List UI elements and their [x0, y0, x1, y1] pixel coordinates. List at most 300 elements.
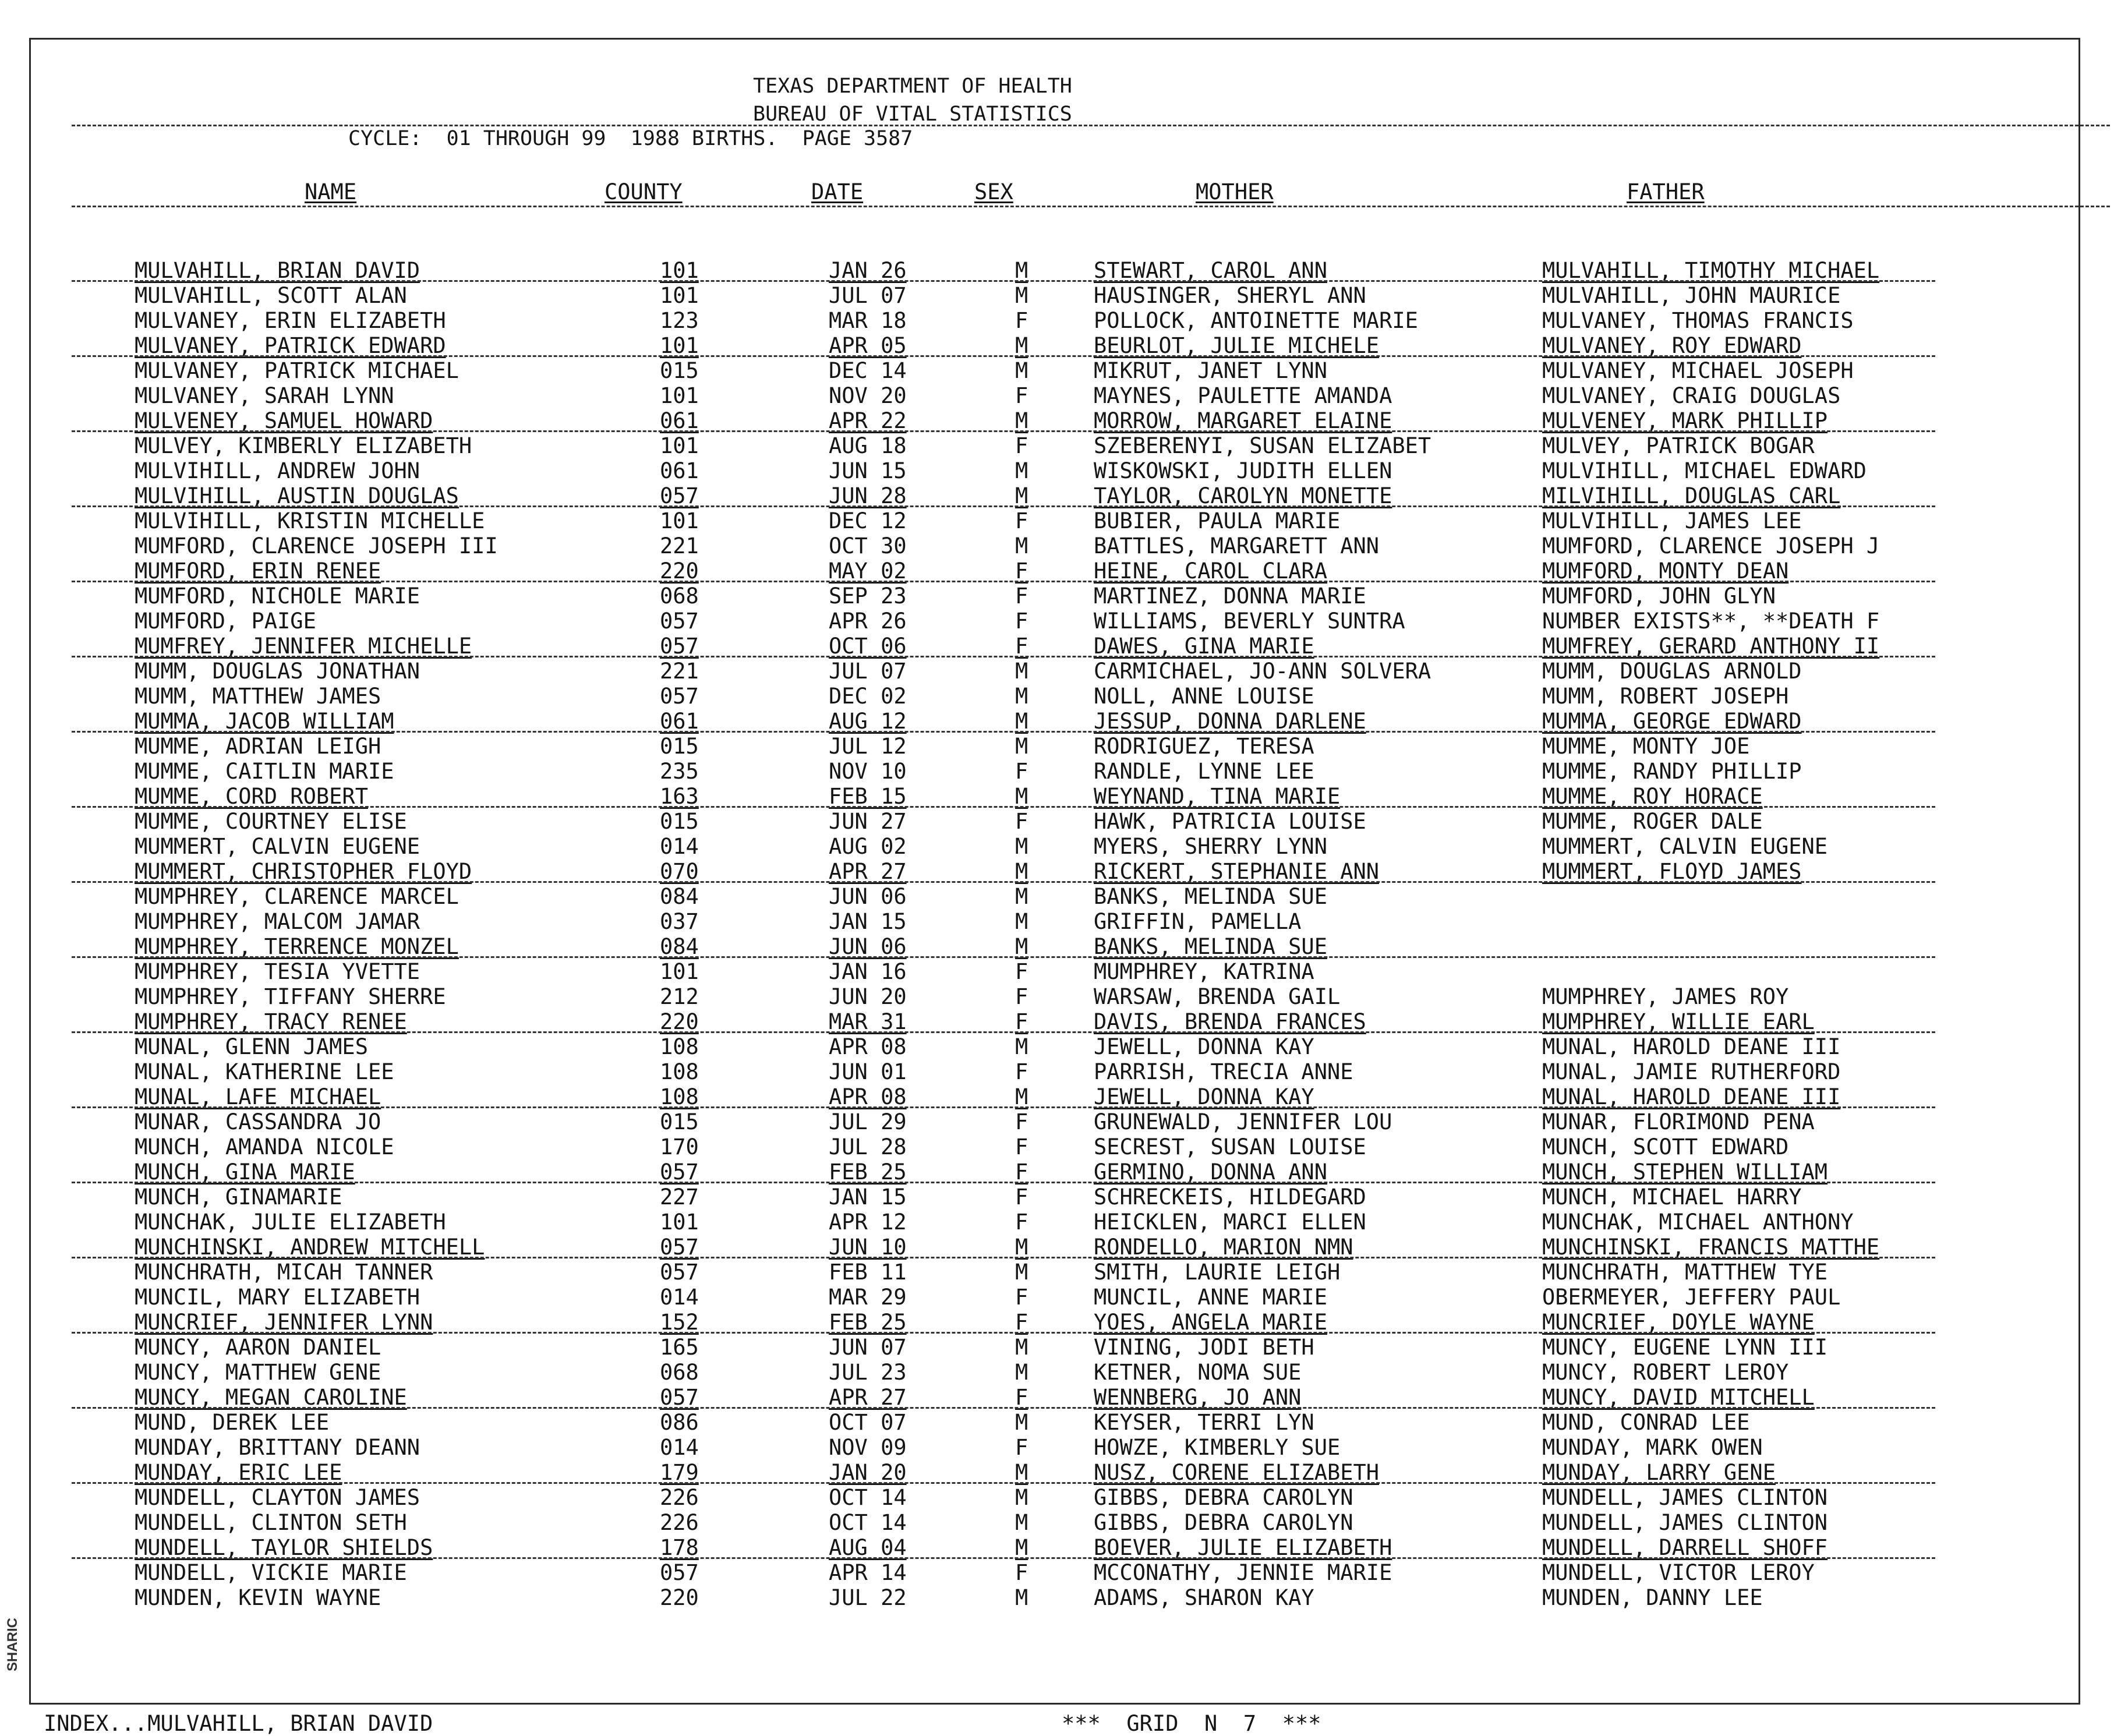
cell-name: MUNDELL, CLAYTON JAMES — [135, 1485, 420, 1510]
cell-father: MUNCH, MICHAEL HARRY — [1542, 1185, 1802, 1210]
cell-father: MUNDAY, LARRY GENE — [1542, 1460, 1776, 1485]
cell-date: MAR 29 — [829, 1285, 907, 1310]
cell-father: MUMME, RANDY PHILLIP — [1542, 759, 1802, 784]
column-sex: SEX — [974, 179, 1013, 204]
cell-county: 057 — [660, 634, 699, 659]
cell-sex: M — [1015, 1460, 1028, 1485]
cell-sex: F — [1015, 609, 1028, 634]
cell-mother: RICKERT, STEPHANIE ANN — [1094, 859, 1380, 884]
cell-date: JAN 16 — [829, 959, 907, 984]
cell-name: MULVANEY, PATRICK EDWARD — [135, 333, 446, 358]
cell-name: MUND, DEREK LEE — [135, 1410, 330, 1435]
cell-mother: MORROW, MARGARET ELAINE — [1094, 408, 1392, 433]
cell-name: MUMME, ADRIAN LEIGH — [135, 734, 381, 759]
table-row — [31, 1535, 2078, 1560]
cell-date: APR 26 — [829, 609, 907, 634]
cell-mother: BANKS, MELINDA SUE — [1094, 884, 1327, 909]
cell-father: MUNAL, JAMIE RUTHERFORD — [1542, 1059, 1841, 1084]
cell-sex: M — [1015, 1585, 1028, 1610]
cell-county: 057 — [660, 1560, 699, 1585]
cell-date: DEC 14 — [829, 358, 907, 383]
cell-father: MUNCRIEF, DOYLE WAYNE — [1542, 1310, 1815, 1335]
header-divider — [72, 125, 2110, 126]
cell-mother: MARTINEZ, DONNA MARIE — [1094, 584, 1366, 609]
table-row — [31, 1159, 2078, 1185]
cell-mother: HEINE, CAROL CLARA — [1094, 558, 1327, 584]
cell-county: 014 — [660, 1285, 699, 1310]
cell-date: NOV 09 — [829, 1435, 907, 1460]
table-row — [31, 1410, 2078, 1435]
cell-county: 057 — [660, 609, 699, 634]
cell-name: MUNCH, GINAMARIE — [135, 1185, 342, 1210]
table-row — [31, 433, 2078, 458]
cell-name: MULVAHILL, BRIAN DAVID — [135, 258, 420, 283]
cell-county: 152 — [660, 1310, 699, 1335]
cell-county: 015 — [660, 358, 699, 383]
cell-father: MULVENEY, MARK PHILLIP — [1542, 408, 1828, 433]
cell-name: MULVANEY, ERIN ELIZABETH — [135, 308, 446, 333]
column-divider — [72, 206, 2110, 207]
cell-date: JUN 07 — [829, 1335, 907, 1360]
cell-date: APR 27 — [829, 859, 907, 884]
cell-name: MUMPHREY, TIFFANY SHERRE — [135, 984, 446, 1009]
cell-mother: WISKOWSKI, JUDITH ELLEN — [1094, 458, 1392, 483]
cell-father: MUNDEN, DANNY LEE — [1542, 1585, 1763, 1610]
table-row — [31, 1560, 2078, 1585]
cell-father: MUNDELL, DARRELL SHOFF — [1542, 1535, 1828, 1560]
cell-mother: RODRIGUEZ, TERESA — [1094, 734, 1314, 759]
cell-mother: MAYNES, PAULETTE AMANDA — [1094, 383, 1392, 408]
cell-sex: M — [1015, 784, 1028, 809]
cell-date: AUG 02 — [829, 834, 907, 859]
table-row — [31, 1485, 2078, 1510]
cell-county: 057 — [660, 1235, 699, 1260]
table-row — [31, 1260, 2078, 1285]
table-row — [31, 659, 2078, 684]
table-row — [31, 1460, 2078, 1485]
cell-date: JAN 20 — [829, 1460, 907, 1485]
cell-county: 226 — [660, 1485, 699, 1510]
cell-father: MUMME, ROGER DALE — [1542, 809, 1763, 834]
cell-date: APR 12 — [829, 1210, 907, 1235]
cell-county: 123 — [660, 308, 699, 333]
cell-mother: MIKRUT, JANET LYNN — [1094, 358, 1327, 383]
cell-sex: M — [1015, 483, 1028, 508]
table-row — [31, 408, 2078, 433]
cell-father: MUNCY, DAVID MITCHELL — [1542, 1385, 1815, 1410]
cell-mother: BATTLES, MARGARETT ANN — [1094, 533, 1380, 558]
table-row — [31, 634, 2078, 659]
cell-date: AUG 04 — [829, 1535, 907, 1560]
table-row — [31, 959, 2078, 984]
cell-father: MULVIHILL, MICHAEL EDWARD — [1542, 458, 1867, 483]
cell-date: JUL 28 — [829, 1134, 907, 1159]
cell-name: MUMME, COURTNEY ELISE — [135, 809, 407, 834]
table-row — [31, 934, 2078, 959]
cell-mother: GIBBS, DEBRA CAROLYN — [1094, 1510, 1353, 1535]
cell-name: MUNAR, CASSANDRA JO — [135, 1109, 381, 1134]
cell-county: 014 — [660, 1435, 699, 1460]
cell-name: MUNCIL, MARY ELIZABETH — [135, 1285, 420, 1310]
cell-sex: F — [1015, 508, 1028, 533]
cell-name: MUNCHAK, JULIE ELIZABETH — [135, 1210, 446, 1235]
table-row — [31, 1134, 2078, 1159]
table-row — [31, 508, 2078, 533]
cell-county: 101 — [660, 959, 699, 984]
cell-sex: M — [1015, 358, 1028, 383]
table-row — [31, 709, 2078, 734]
cell-date: APR 08 — [829, 1034, 907, 1059]
cell-name: MUNCH, AMANDA NICOLE — [135, 1134, 394, 1159]
cell-date: APR 22 — [829, 408, 907, 433]
cell-name: MULVANEY, SARAH LYNN — [135, 383, 394, 408]
cell-name: MUNCY, AARON DANIEL — [135, 1335, 381, 1360]
row-divider — [72, 280, 1935, 282]
cell-father: MUNCH, SCOTT EDWARD — [1542, 1134, 1789, 1159]
cell-mother: GERMINO, DONNA ANN — [1094, 1159, 1327, 1185]
table-row — [31, 358, 2078, 383]
table-row — [31, 458, 2078, 483]
cell-mother: NUSZ, CORENE ELIZABETH — [1094, 1460, 1380, 1485]
cell-father: MILVIHILL, DOUGLAS CARL — [1542, 483, 1841, 508]
table-row — [31, 834, 2078, 859]
cell-name: MUNDELL, VICKIE MARIE — [135, 1560, 407, 1585]
cell-sex: F — [1015, 1310, 1028, 1335]
cell-name: MUNCHINSKI, ANDREW MITCHELL — [135, 1235, 485, 1260]
table-row — [31, 759, 2078, 784]
cell-county: 235 — [660, 759, 699, 784]
cell-county: 084 — [660, 934, 699, 959]
cell-father: MUNAL, HAROLD DEANE III — [1542, 1084, 1841, 1109]
cell-sex: F — [1015, 959, 1028, 984]
cell-name: MUNDELL, CLINTON SETH — [135, 1510, 407, 1535]
cell-date: FEB 11 — [829, 1260, 907, 1285]
cell-sex: F — [1015, 759, 1028, 784]
cell-mother: WENNBERG, JO ANN — [1094, 1385, 1302, 1410]
cell-county: 179 — [660, 1460, 699, 1485]
table-row — [31, 859, 2078, 884]
cell-date: MAR 31 — [829, 1009, 907, 1034]
cell-mother: PARRISH, TRECIA ANNE — [1094, 1059, 1353, 1084]
cell-mother: MCCONATHY, JENNIE MARIE — [1094, 1560, 1392, 1585]
cell-mother: MUNCIL, ANNE MARIE — [1094, 1285, 1327, 1310]
cell-mother: HEICKLEN, MARCI ELLEN — [1094, 1210, 1366, 1235]
cell-sex: M — [1015, 684, 1028, 709]
cell-name: MUNCH, GINA MARIE — [135, 1159, 355, 1185]
cell-county: 220 — [660, 1585, 699, 1610]
cell-name: MUNCRIEF, JENNIFER LYNN — [135, 1310, 433, 1335]
cell-sex: M — [1015, 1260, 1028, 1285]
cell-sex: F — [1015, 1560, 1028, 1585]
cell-name: MULVIHILL, AUSTIN DOUGLAS — [135, 483, 459, 508]
cell-father: OBERMEYER, JEFFERY PAUL — [1542, 1285, 1841, 1310]
cell-father: MUMFREY, GERARD ANTHONY II — [1542, 634, 1880, 659]
cell-father: MUMMA, GEORGE EDWARD — [1542, 709, 1802, 734]
cell-mother: ADAMS, SHARON KAY — [1094, 1585, 1314, 1610]
cell-mother: HAWK, PATRICIA LOUISE — [1094, 809, 1366, 834]
cell-sex: M — [1015, 258, 1028, 283]
cell-name: MUMMA, JACOB WILLIAM — [135, 709, 394, 734]
cell-date: JUL 07 — [829, 659, 907, 684]
cell-name: MUMPHREY, MALCOM JAMAR — [135, 909, 420, 934]
cell-sex: M — [1015, 1084, 1028, 1109]
cell-father: NUMBER EXISTS**, **DEATH F — [1542, 609, 1880, 634]
cell-date: JUN 01 — [829, 1059, 907, 1084]
cell-date: MAR 18 — [829, 308, 907, 333]
cell-county: 015 — [660, 1109, 699, 1134]
cell-date: JUL 29 — [829, 1109, 907, 1134]
table-row — [31, 558, 2078, 584]
cell-sex: F — [1015, 984, 1028, 1009]
cell-county: 221 — [660, 533, 699, 558]
cell-father: MUNCY, EUGENE LYNN III — [1542, 1335, 1828, 1360]
row-divider — [72, 1407, 1935, 1409]
cell-county: 221 — [660, 659, 699, 684]
cell-name: MULVIHILL, ANDREW JOHN — [135, 458, 420, 483]
cell-date: NOV 20 — [829, 383, 907, 408]
cell-father: MUMME, MONTY JOE — [1542, 734, 1750, 759]
cell-name: MUNAL, LAFE MICHAEL — [135, 1084, 381, 1109]
cell-sex: F — [1015, 1185, 1028, 1210]
table-row — [31, 533, 2078, 558]
cell-sex: M — [1015, 734, 1028, 759]
cell-father: MULVIHILL, JAMES LEE — [1542, 508, 1802, 533]
cell-father: MUMME, ROY HORACE — [1542, 784, 1763, 809]
cell-sex: F — [1015, 1210, 1028, 1235]
cell-sex: F — [1015, 558, 1028, 584]
table-row — [31, 283, 2078, 308]
cell-father: MUNCHRATH, MATTHEW TYE — [1542, 1260, 1828, 1285]
cycle-line: CYCLE: 01 THROUGH 99 1988 BIRTHS. PAGE 3587 — [348, 127, 913, 150]
table-row — [31, 1009, 2078, 1034]
cell-father: MUMPHREY, JAMES ROY — [1542, 984, 1789, 1009]
table-row — [31, 1335, 2078, 1360]
cell-father: MUNCH, STEPHEN WILLIAM — [1542, 1159, 1828, 1185]
cell-date: OCT 14 — [829, 1510, 907, 1535]
cell-county: 220 — [660, 558, 699, 584]
cell-sex: F — [1015, 1109, 1028, 1134]
cell-name: MUMMERT, CALVIN EUGENE — [135, 834, 420, 859]
row-divider — [72, 355, 1935, 357]
cell-county: 108 — [660, 1059, 699, 1084]
cell-sex: M — [1015, 333, 1028, 358]
cell-date: JUN 15 — [829, 458, 907, 483]
cell-mother: GIBBS, DEBRA CAROLYN — [1094, 1485, 1353, 1510]
row-divider — [72, 1557, 1935, 1559]
cell-date: AUG 18 — [829, 433, 907, 458]
cell-father: MUMFORD, CLARENCE JOSEPH J — [1542, 533, 1880, 558]
cell-name: MULVAHILL, SCOTT ALAN — [135, 283, 407, 308]
cell-father: MULVEY, PATRICK BOGAR — [1542, 433, 1815, 458]
cell-mother: WILLIAMS, BEVERLY SUNTRA — [1094, 609, 1405, 634]
cell-sex: F — [1015, 1134, 1028, 1159]
cell-name: MUMPHREY, TERRENCE MONZEL — [135, 934, 459, 959]
cell-mother: DAWES, GINA MARIE — [1094, 634, 1314, 659]
cell-mother: RANDLE, LYNNE LEE — [1094, 759, 1314, 784]
cell-date: MAY 02 — [829, 558, 907, 584]
cell-county: 212 — [660, 984, 699, 1009]
cell-date: JUL 23 — [829, 1360, 907, 1385]
cell-county: 220 — [660, 1009, 699, 1034]
row-divider — [72, 956, 1935, 958]
cell-date: JUN 10 — [829, 1235, 907, 1260]
cell-county: 101 — [660, 1210, 699, 1235]
row-divider — [72, 1482, 1935, 1484]
cell-sex: M — [1015, 884, 1028, 909]
cell-father: MUNDELL, JAMES CLINTON — [1542, 1510, 1828, 1535]
cell-father: MUNAL, HAROLD DEANE III — [1542, 1034, 1841, 1059]
cell-date: OCT 30 — [829, 533, 907, 558]
grid-footer: *** GRID N 7 *** — [1062, 1711, 1321, 1736]
cell-name: MUNDAY, ERIC LEE — [135, 1460, 342, 1485]
cell-name: MULVEY, KIMBERLY ELIZABETH — [135, 433, 472, 458]
column-name: NAME — [305, 179, 357, 204]
cell-date: JUL 22 — [829, 1585, 907, 1610]
cell-father: MULVANEY, ROY EDWARD — [1542, 333, 1802, 358]
cell-mother: RONDELLO, MARION NMN — [1094, 1235, 1353, 1260]
row-divider — [72, 505, 1935, 507]
cell-sex: M — [1015, 1535, 1028, 1560]
cell-name: MULVIHILL, KRISTIN MICHELLE — [135, 508, 485, 533]
row-divider — [72, 1182, 1935, 1183]
table-row — [31, 1034, 2078, 1059]
row-divider — [72, 656, 1935, 657]
column-county: COUNTY — [605, 179, 683, 204]
cell-mother: BOEVER, JULIE ELIZABETH — [1094, 1535, 1392, 1560]
cell-sex: F — [1015, 634, 1028, 659]
cell-county: 165 — [660, 1335, 699, 1360]
cell-mother: HAUSINGER, SHERYL ANN — [1094, 283, 1366, 308]
header-line1: TEXAS DEPARTMENT OF HEALTH — [753, 75, 1072, 98]
cell-sex: M — [1015, 709, 1028, 734]
cell-mother: GRIFFIN, PAMELLA — [1094, 909, 1302, 934]
cell-county: 086 — [660, 1410, 699, 1435]
row-divider — [72, 881, 1935, 883]
cell-father: MUNCY, ROBERT LEROY — [1542, 1360, 1789, 1385]
cell-sex: F — [1015, 1435, 1028, 1460]
table-row — [31, 1310, 2078, 1335]
cell-mother: SCHRECKEIS, HILDEGARD — [1094, 1185, 1366, 1210]
cell-sex: M — [1015, 1485, 1028, 1510]
cell-date: DEC 12 — [829, 508, 907, 533]
header-line2: BUREAU OF VITAL STATISTICS — [753, 102, 1072, 126]
cell-mother: HOWZE, KIMBERLY SUE — [1094, 1435, 1341, 1460]
cell-sex: M — [1015, 1335, 1028, 1360]
cell-sex: M — [1015, 283, 1028, 308]
row-divider — [72, 731, 1935, 733]
cell-county: 070 — [660, 859, 699, 884]
cell-sex: M — [1015, 934, 1028, 959]
cell-date: SEP 23 — [829, 584, 907, 609]
cell-mother: BEURLOT, JULIE MICHELE — [1094, 333, 1380, 358]
cell-date: JUL 12 — [829, 734, 907, 759]
cell-mother: SMITH, LAURIE LEIGH — [1094, 1260, 1341, 1285]
cell-date: DEC 02 — [829, 684, 907, 709]
table-row — [31, 308, 2078, 333]
cell-mother: NOLL, ANNE LOUISE — [1094, 684, 1314, 709]
cell-father: MUND, CONRAD LEE — [1542, 1410, 1750, 1435]
table-row — [31, 1385, 2078, 1410]
cell-county: 014 — [660, 834, 699, 859]
cell-date: APR 05 — [829, 333, 907, 358]
cell-name: MUNCHRATH, MICAH TANNER — [135, 1260, 433, 1285]
cell-sex: M — [1015, 533, 1028, 558]
cell-name: MUMFREY, JENNIFER MICHELLE — [135, 634, 472, 659]
cell-mother: MUMPHREY, KATRINA — [1094, 959, 1314, 984]
cell-name: MUMFORD, PAIGE — [135, 609, 316, 634]
cell-county: 101 — [660, 383, 699, 408]
cell-sex: M — [1015, 1034, 1028, 1059]
table-row — [31, 333, 2078, 358]
cell-father: MUNAR, FLORIMOND PENA — [1542, 1109, 1815, 1134]
cell-sex: M — [1015, 408, 1028, 433]
cell-father: MUMPHREY, WILLIE EARL — [1542, 1009, 1815, 1034]
cell-mother: SECREST, SUSAN LOUISE — [1094, 1134, 1366, 1159]
cell-sex: M — [1015, 458, 1028, 483]
cell-date: APR 08 — [829, 1084, 907, 1109]
table-row — [31, 809, 2078, 834]
cell-date: FEB 25 — [829, 1159, 907, 1185]
cell-county: 061 — [660, 408, 699, 433]
cell-county: 057 — [660, 1260, 699, 1285]
cell-mother: JEWELL, DONNA KAY — [1094, 1034, 1314, 1059]
cell-father: MULVANEY, THOMAS FRANCIS — [1542, 308, 1854, 333]
cell-date: APR 27 — [829, 1385, 907, 1410]
cell-sex: F — [1015, 433, 1028, 458]
cell-father: MULVANEY, MICHAEL JOSEPH — [1542, 358, 1854, 383]
cell-name: MUMFORD, CLARENCE JOSEPH III — [135, 533, 498, 558]
cell-county: 170 — [660, 1134, 699, 1159]
table-row — [31, 909, 2078, 934]
cell-county: 068 — [660, 584, 699, 609]
cell-date: FEB 25 — [829, 1310, 907, 1335]
cell-father: MUNDAY, MARK OWEN — [1542, 1435, 1763, 1460]
cell-mother: STEWART, CAROL ANN — [1094, 258, 1327, 283]
table-row — [31, 1285, 2078, 1310]
cell-sex: M — [1015, 909, 1028, 934]
cell-father: MUMMERT, CALVIN EUGENE — [1542, 834, 1828, 859]
cell-father: MUMMERT, FLOYD JAMES — [1542, 859, 1802, 884]
cell-county: 084 — [660, 884, 699, 909]
cell-father: MUMFORD, MONTY DEAN — [1542, 558, 1789, 584]
cell-sex: M — [1015, 834, 1028, 859]
cell-father: MUNCHINSKI, FRANCIS MATTHE — [1542, 1235, 1880, 1260]
table-row — [31, 258, 2078, 283]
table-row — [31, 734, 2078, 759]
cell-date: JAN 15 — [829, 1185, 907, 1210]
table-row — [31, 1435, 2078, 1460]
cell-name: MUMME, CORD ROBERT — [135, 784, 368, 809]
cell-date: OCT 07 — [829, 1410, 907, 1435]
cell-county: 057 — [660, 483, 699, 508]
cell-county: 037 — [660, 909, 699, 934]
cell-county: 015 — [660, 734, 699, 759]
cell-name: MULVENEY, SAMUEL HOWARD — [135, 408, 433, 433]
table-row — [31, 684, 2078, 709]
table-row — [31, 609, 2078, 634]
cell-date: JUN 28 — [829, 483, 907, 508]
cell-father: MUMM, ROBERT JOSEPH — [1542, 684, 1789, 709]
cell-county: 108 — [660, 1034, 699, 1059]
cell-father: MUMM, DOUGLAS ARNOLD — [1542, 659, 1802, 684]
cell-mother: WEYNAND, TINA MARIE — [1094, 784, 1341, 809]
birth-index-sheet — [29, 38, 2080, 1736]
cell-county: 101 — [660, 258, 699, 283]
cell-date: OCT 06 — [829, 634, 907, 659]
cell-date: APR 14 — [829, 1560, 907, 1585]
table-row — [31, 1185, 2078, 1210]
cell-sex: M — [1015, 1235, 1028, 1260]
